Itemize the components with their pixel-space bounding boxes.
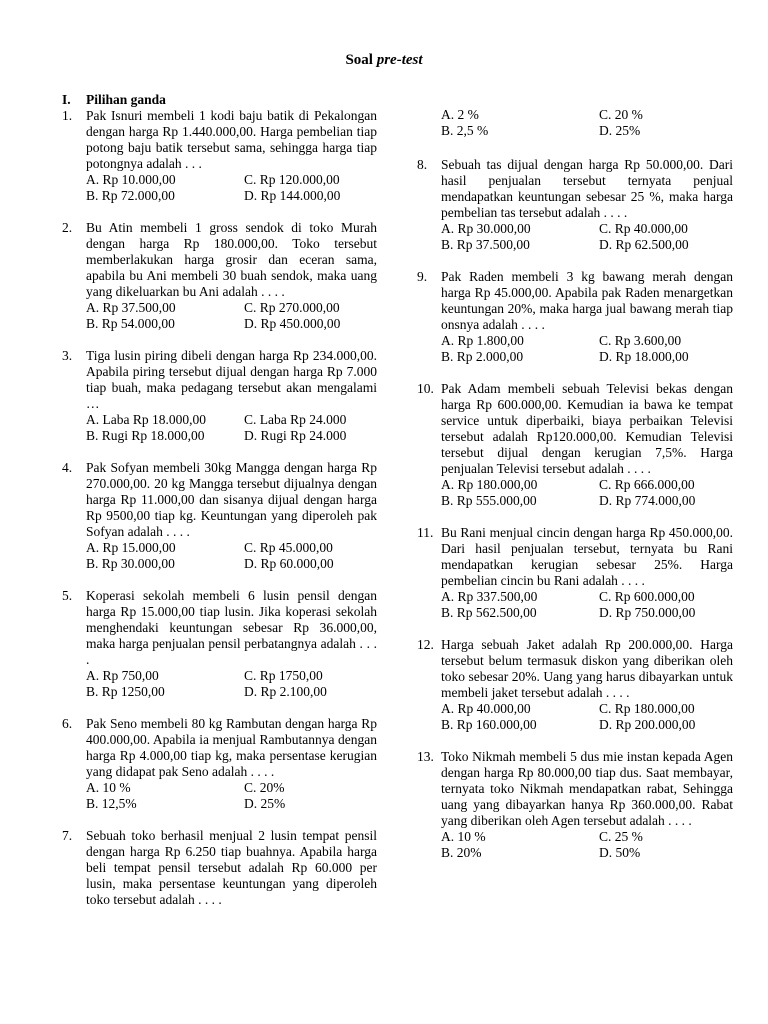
option-a[interactable]: A. Rp 40.000,00: [441, 701, 531, 716]
question-5: [62, 588, 377, 700]
question-11: [417, 525, 733, 621]
option-c[interactable]: C. Rp 1750,00: [244, 668, 323, 683]
option-d[interactable]: D. Rp 18.000,00: [599, 349, 689, 364]
question-text: Harga sebuah Jaket adalah Rp 200.000,00. Harga tersebut belum termasuk diskon yang diberikan oleh toko sebesar 20%. Uang yang harus dibayarkan untuk membeli jaket tersebut adalah . . . .: [441, 637, 733, 700]
option-b[interactable]: B. Rp 54.000,00: [86, 316, 175, 331]
option-a[interactable]: A. Rp 10.000,00: [86, 172, 176, 187]
right-column: [417, 107, 733, 861]
option-d[interactable]: D. Rp 750.000,00: [599, 605, 696, 620]
option-c[interactable]: C. Rp 180.000,00: [599, 701, 695, 716]
option-a[interactable]: A. Rp 37.500,00: [86, 300, 176, 315]
question-9: [417, 269, 733, 365]
option-c[interactable]: C. Rp 120.000,00: [244, 172, 340, 187]
answer-options: [86, 780, 377, 812]
option-b[interactable]: B. 2,5 %: [441, 123, 489, 138]
section-number: I.: [62, 92, 71, 107]
option-d[interactable]: D. 25%: [244, 796, 286, 811]
option-c[interactable]: C. Laba Rp 24.000: [244, 412, 347, 427]
question-7-options: [417, 107, 733, 139]
question-number: 7.: [62, 828, 73, 843]
document-title: [0, 52, 768, 69]
left-column: [62, 92, 377, 908]
question-text: Pak Adam membeli sebuah Televisi bekas dengan harga Rp 600.000,00. Kemudian ia bawa ke tempat service untuk diperbaiki, biaya perbaikan Televisi tersebut adalah Rp120.000,00. Kemudian Televisi tersebut dijual dengan kerugian 7,5%. Harga penjualan Televisi tersebut adalah . . . .: [441, 381, 733, 476]
answer-options: [86, 172, 377, 204]
option-a[interactable]: A. 2 %: [441, 107, 479, 122]
question-8: [417, 157, 733, 253]
option-b[interactable]: B. Rp 160.000,00: [441, 717, 537, 732]
answer-options: [441, 221, 733, 253]
question-number: 10.: [417, 381, 434, 396]
option-b[interactable]: B. 12,5%: [86, 796, 137, 811]
option-b[interactable]: B. Rp 555.000,00: [441, 493, 537, 508]
answer-options: [441, 477, 733, 509]
question-12: [417, 637, 733, 733]
question-text: Koperasi sekolah membeli 6 lusin pensil dengan harga Rp 15.000,00 tiap lusin. Jika koperasi sekolah menghendaki keuntungan sebesar Rp 36.000,00, maka harga penjualan pensil perbatangnya adalah . . . .: [86, 588, 377, 667]
question-text: Bu Rani menjual cincin dengan harga Rp 450.000,00. Dari hasil penjualan tersebut, ternyata bu Rani mendapatkan kerugian sebesar 25%. Harga pembelian cincin bu Rani adalah . . . .: [441, 525, 733, 588]
answer-options: [86, 668, 377, 700]
answer-options: [441, 701, 733, 733]
question-4: [62, 460, 377, 572]
option-a[interactable]: A. Laba Rp 18.000,00: [86, 412, 206, 427]
answer-options: [441, 107, 733, 139]
question-1: [62, 108, 377, 204]
option-d[interactable]: D. 25%: [599, 123, 641, 138]
option-d[interactable]: D. Rp 62.500,00: [599, 237, 689, 252]
question-number: 2.: [62, 220, 73, 235]
question-10: [417, 381, 733, 509]
option-c[interactable]: C. 20 %: [599, 107, 643, 122]
option-c[interactable]: C. 20%: [244, 780, 285, 795]
question-7: [62, 828, 377, 908]
option-c[interactable]: C. Rp 666.000,00: [599, 477, 695, 492]
question-number: 5.: [62, 588, 73, 603]
option-b[interactable]: B. Rugi Rp 18.000,00: [86, 428, 205, 443]
question-number: 8.: [417, 157, 428, 172]
question-number: 3.: [62, 348, 73, 363]
answer-options: [86, 300, 377, 332]
question-number: 1.: [62, 108, 73, 123]
option-c[interactable]: C. Rp 270.000,00: [244, 300, 340, 315]
option-b[interactable]: B. Rp 37.500,00: [441, 237, 530, 252]
option-b[interactable]: B. Rp 562.500,00: [441, 605, 537, 620]
section-heading: [62, 92, 377, 108]
option-a[interactable]: A. Rp 337.500,00: [441, 589, 538, 604]
answer-options: [86, 540, 377, 572]
question-number: 9.: [417, 269, 428, 284]
question-number: 6.: [62, 716, 73, 731]
option-b[interactable]: B. Rp 1250,00: [86, 684, 165, 699]
option-c[interactable]: C. Rp 40.000,00: [599, 221, 688, 236]
answer-options: [441, 333, 733, 365]
question-13: [417, 749, 733, 861]
option-d[interactable]: D. Rp 144.000,00: [244, 188, 341, 203]
question-text: Pak Sofyan membeli 30kg Mangga dengan harga Rp 270.000,00. 20 kg Mangga tersebut dijualnya dengan harga Rp 11.000,00 dan sisanya dijual dengan harga Rp 9500,00 tiap kg. Keuntungan yang diperoleh pak Sofyan adalah . . . .: [86, 460, 377, 539]
answer-options: [441, 829, 733, 861]
question-number: 4.: [62, 460, 73, 475]
option-b[interactable]: B. Rp 72.000,00: [86, 188, 175, 203]
question-text: Sebuah toko berhasil menjual 2 lusin tempat pensil dengan harga Rp 6.250 tiap buahnya. Apabila harga beli tempat pensil tersebut adalah Rp 60.000 per lusin, maka persentase keuntungan yang diperoleh toko tersebut adalah . . . .: [86, 828, 377, 907]
option-a[interactable]: A. Rp 750,00: [86, 668, 159, 683]
question-text: Tiga lusin piring dibeli dengan harga Rp 234.000,00. Apabila piring tersebut dijual dengan harga Rp 7.000 tiap buah, maka pedagang tersebut akan mengalami …: [86, 348, 377, 411]
title-italic: pre-test: [376, 52, 423, 68]
question-text: Bu Atin membeli 1 gross sendok di toko Murah dengan harga Rp 180.000,00. Toko tersebut memberlakukan harga grosir dan eceran sama, apabila bu Ani membeli 30 buah sendok, maka uang yang dikeluarkan bu Ani adalah . . . .: [86, 220, 377, 299]
section-label: Pilihan ganda: [86, 92, 166, 107]
question-number: 13.: [417, 749, 434, 764]
option-d[interactable]: D. Rp 2.100,00: [244, 684, 327, 699]
option-a[interactable]: A. 10 %: [441, 829, 486, 844]
option-d[interactable]: D. Rp 200.000,00: [599, 717, 696, 732]
option-d[interactable]: D. Rp 774.000,00: [599, 493, 696, 508]
question-text: Pak Isnuri membeli 1 kodi baju batik di Pekalongan dengan harga Rp 1.440.000,00. Harga pembelian tiap potong baju batik tersebut sama, sehingga harga tiap potongnya adalah . . .: [86, 108, 377, 171]
option-a[interactable]: A. 10 %: [86, 780, 131, 795]
option-b[interactable]: B. 20%: [441, 845, 482, 860]
option-d[interactable]: D. Rugi Rp 24.000: [244, 428, 347, 443]
option-c[interactable]: C. 25 %: [599, 829, 643, 844]
question-number: 11.: [417, 525, 434, 540]
question-3: [62, 348, 377, 444]
option-c[interactable]: C. Rp 600.000,00: [599, 589, 695, 604]
option-b[interactable]: B. Rp 2.000,00: [441, 349, 524, 364]
question-6: [62, 716, 377, 812]
option-c[interactable]: C. Rp 45.000,00: [244, 540, 333, 555]
option-a[interactable]: A. Rp 180.000,00: [441, 477, 538, 492]
question-text: Pak Seno membeli 80 kg Rambutan dengan harga Rp 400.000,00. Apabila ia menjual Rambutannya dengan harga Rp 4.000,00 tiap kg, maka persentase kerugian yang didapat pak Seno adalah . . . .: [86, 716, 377, 779]
option-d[interactable]: D. 50%: [599, 845, 641, 860]
option-a[interactable]: A. Rp 15.000,00: [86, 540, 176, 555]
question-number: 12.: [417, 637, 434, 652]
answer-options: [441, 589, 733, 621]
question-text: Toko Nikmah membeli 5 dus mie instan kepada Agen dengan harga Rp 80.000,00 tiap dus. Saat membayar, ternyata toko Nikmah mendapatkan rabat, Sehingga uang yang dibayarkan hanya Rp 360.000,00. Rabat yang diberikan oleh Agen tersebut adalah . . . .: [441, 749, 733, 828]
option-c[interactable]: C. Rp 3.600,00: [599, 333, 682, 348]
title-main: Soal: [345, 52, 373, 68]
question-2: [62, 220, 377, 332]
option-a[interactable]: A. Rp 1.800,00: [441, 333, 524, 348]
option-b[interactable]: B. Rp 30.000,00: [86, 556, 175, 571]
option-d[interactable]: D. Rp 60.000,00: [244, 556, 334, 571]
question-text: Pak Raden membeli 3 kg bawang merah dengan harga Rp 45.000,00. Apabila pak Raden menargetkan keuntungan 20%, maka harga jual bawang merah tiap onsnya adalah . . . .: [441, 269, 733, 332]
option-d[interactable]: D. Rp 450.000,00: [244, 316, 341, 331]
answer-options: [86, 412, 377, 444]
question-text: Sebuah tas dijual dengan harga Rp 50.000,00. Dari hasil penjualan tersebut ternyata penjual mendapatkan keuntungan sebesar 25 %, maka harga pembelian tas tersebut adalah . . . .: [441, 157, 733, 220]
option-a[interactable]: A. Rp 30.000,00: [441, 221, 531, 236]
